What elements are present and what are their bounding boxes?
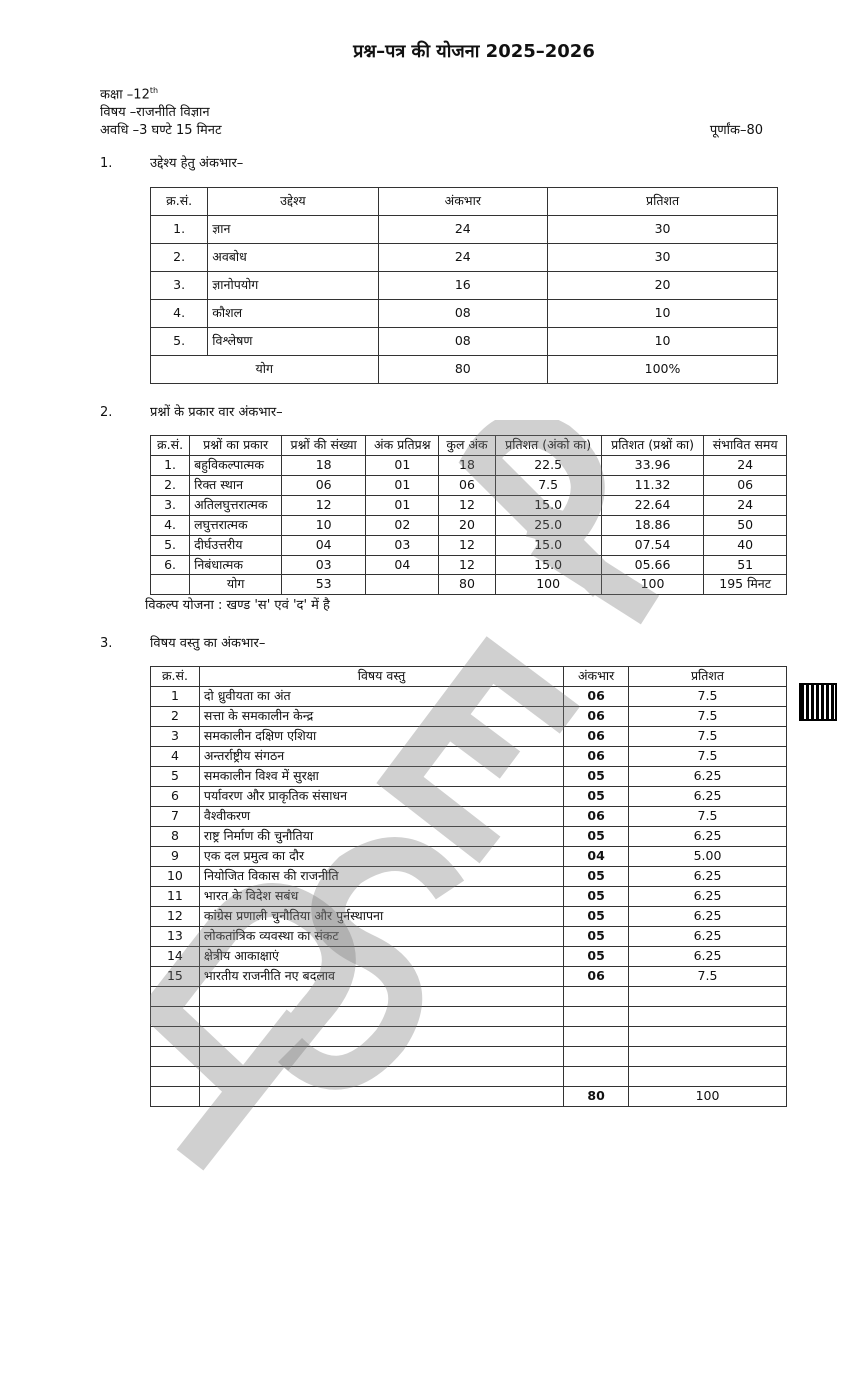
table-cell: 22.64: [601, 495, 704, 515]
table-cell: 1.: [151, 456, 190, 476]
content-weightage-table: [150, 666, 787, 1107]
table-row: [151, 1087, 787, 1107]
table-cell: ज्ञान: [208, 215, 378, 243]
table-cell: निबंधात्मक: [190, 555, 282, 575]
table-cell: रिक्त स्थान: [190, 476, 282, 496]
table-row: [151, 476, 787, 496]
table-cell: 6.25: [629, 887, 787, 907]
table-cell: 06: [439, 476, 495, 496]
table-cell: [629, 1027, 787, 1047]
table-cell: 06: [564, 687, 629, 707]
table-cell: 8: [151, 827, 200, 847]
table-cell: 07.54: [601, 535, 704, 555]
table-cell: प्रतिशत (अंको का): [495, 436, 601, 456]
table-row: [151, 907, 787, 927]
table-cell: 10: [282, 515, 366, 535]
table-cell: 06: [564, 707, 629, 727]
table-cell: 195 मिनट: [704, 575, 787, 595]
table-cell: 3: [151, 727, 200, 747]
table-cell: 12: [151, 907, 200, 927]
table-cell: [199, 1027, 563, 1047]
table-row: [151, 827, 787, 847]
class-text: कक्षा –12: [100, 87, 150, 103]
table-row: [151, 271, 778, 299]
table-cell: 100: [601, 575, 704, 595]
table-cell: विश्लेषण: [208, 327, 378, 355]
table-cell: 02: [366, 515, 439, 535]
duration-row: [100, 122, 788, 140]
table-cell: [564, 1067, 629, 1087]
table-cell: 06: [564, 967, 629, 987]
table-cell: योग: [151, 355, 379, 383]
table-row: [151, 555, 787, 575]
table-cell: 20: [439, 515, 495, 535]
table-cell: अवबोध: [208, 243, 378, 271]
table-cell: अंकभार: [378, 187, 548, 215]
section-1-title: [100, 155, 788, 173]
table-row: [151, 727, 787, 747]
section-3-title: [100, 635, 788, 653]
table-cell: 15.0: [495, 495, 601, 515]
table-cell: उद्देश्य: [208, 187, 378, 215]
table-cell: समकालीन दक्षिण एशिया: [199, 727, 563, 747]
table-cell: [199, 1067, 563, 1087]
table-cell: [151, 1067, 200, 1087]
table-cell: 20: [548, 271, 778, 299]
table-cell: प्रतिशत: [629, 667, 787, 687]
table-row: [151, 327, 778, 355]
table-row: [151, 807, 787, 827]
table-row: [151, 215, 778, 243]
section-2-title: [100, 404, 788, 422]
table-cell: 30: [548, 243, 778, 271]
table-cell: 100: [495, 575, 601, 595]
table-cell: 11: [151, 887, 200, 907]
table-cell: 06: [704, 476, 787, 496]
table-cell: अन्तर्राष्ट्रीय संगठन: [199, 747, 563, 767]
table-cell: 1.: [151, 215, 208, 243]
table-row: [151, 243, 778, 271]
table-cell: 10: [548, 327, 778, 355]
table-row: [151, 927, 787, 947]
table-row: [151, 967, 787, 987]
table-cell: [564, 987, 629, 1007]
table-row: [151, 575, 787, 595]
table-cell: 18.86: [601, 515, 704, 535]
page-title: प्रश्न–पत्र की योजना 2025–2026: [353, 41, 595, 62]
subject-label: विषय –राजनीति विज्ञान: [100, 105, 210, 121]
table-cell: 10: [151, 867, 200, 887]
table-cell: 5.00: [629, 847, 787, 867]
table-cell: 15.0: [495, 555, 601, 575]
table-cell: प्रश्नों का प्रकार: [190, 436, 282, 456]
table-row: [151, 187, 778, 215]
section-1-heading: उद्देश्य हेतु अंकभार–: [150, 156, 244, 172]
table-row: [151, 987, 787, 1007]
table-cell: 05: [564, 927, 629, 947]
table-cell: राष्ट्र निर्माण की चुनौतिया: [199, 827, 563, 847]
table-cell: [629, 1047, 787, 1067]
table-cell: 06: [282, 476, 366, 496]
table-cell: अंक प्रतिप्रश्न: [366, 436, 439, 456]
table-row: [151, 1007, 787, 1027]
table-cell: [564, 1027, 629, 1047]
table-cell: 6.25: [629, 767, 787, 787]
table-cell: 100: [629, 1087, 787, 1107]
table-cell: 05.66: [601, 555, 704, 575]
table-cell: 06: [564, 807, 629, 827]
table-cell: 12: [439, 555, 495, 575]
table-cell: [151, 1087, 200, 1107]
table-cell: कांग्रेस प्रणाली चुनौतिया और पुर्नस्थापना: [199, 907, 563, 927]
table-cell: 7.5: [629, 727, 787, 747]
qr-code-icon: [799, 683, 837, 721]
table-cell: 05: [564, 767, 629, 787]
table-cell: समकालीन विश्व में सुरक्षा: [199, 767, 563, 787]
table-cell: 01: [366, 456, 439, 476]
table-cell: 06: [564, 747, 629, 767]
table-cell: 03: [282, 555, 366, 575]
table-cell: लघुत्तरात्मक: [190, 515, 282, 535]
table-cell: 7.5: [629, 687, 787, 707]
table-cell: 24: [704, 456, 787, 476]
table-cell: ज्ञानोपयोग: [208, 271, 378, 299]
table-cell: अंकभार: [564, 667, 629, 687]
table-row: [151, 1067, 787, 1087]
table-cell: वैश्वीकरण: [199, 807, 563, 827]
table-cell: क्र.सं.: [151, 187, 208, 215]
table-cell: 05: [564, 947, 629, 967]
table-cell: 2: [151, 707, 200, 727]
table-cell: लोकतांत्रिक व्यवस्था का संकट: [199, 927, 563, 947]
table-row: [151, 667, 787, 687]
table-row: [151, 747, 787, 767]
table-cell: प्रश्नों की संख्या: [282, 436, 366, 456]
table-row: [151, 456, 787, 476]
table-cell: 3.: [151, 271, 208, 299]
table-row: [151, 887, 787, 907]
table-cell: [199, 987, 563, 1007]
table-cell: विषय वस्तु: [199, 667, 563, 687]
option-scheme-note: विकल्प योजना : खण्ड 'स' एवं 'द' में है: [145, 598, 330, 614]
table-row: [151, 707, 787, 727]
table-cell: 03: [366, 535, 439, 555]
table-cell: एक दल प्रमुत्व का दौर: [199, 847, 563, 867]
table-row: [151, 535, 787, 555]
table-cell: 04: [564, 847, 629, 867]
table-cell: 5.: [151, 327, 208, 355]
section-3-number: 3.: [100, 635, 113, 651]
table-row: [151, 495, 787, 515]
table-cell: 18: [439, 456, 495, 476]
table-cell: 22.5: [495, 456, 601, 476]
table-row: [151, 767, 787, 787]
table-cell: 6.25: [629, 787, 787, 807]
table-cell: 11.32: [601, 476, 704, 496]
table-cell: 6.25: [629, 907, 787, 927]
table-cell: [199, 1087, 563, 1107]
objective-weightage-table: [150, 187, 778, 384]
table-cell: [151, 1027, 200, 1047]
table-row: [151, 355, 778, 383]
table-cell: 30: [548, 215, 778, 243]
table-cell: 7.5: [629, 707, 787, 727]
table-cell: 7: [151, 807, 200, 827]
table-cell: 24: [378, 243, 548, 271]
table-row: [151, 847, 787, 867]
table-cell: [151, 1047, 200, 1067]
table-cell: 12: [439, 495, 495, 515]
table-cell: दो ध्रुवीयता का अंत: [199, 687, 563, 707]
table-row: [151, 787, 787, 807]
table-cell: 33.96: [601, 456, 704, 476]
table-cell: [199, 1047, 563, 1067]
section-2-heading: प्रश्नों के प्रकार वार अंकभार–: [150, 404, 283, 420]
class-sup: th: [149, 86, 159, 96]
table-cell: 15: [151, 967, 200, 987]
table-cell: अतिलघुत्तरात्मक: [190, 495, 282, 515]
table-cell: 3.: [151, 495, 190, 515]
table-cell: 5: [151, 767, 200, 787]
table-row: [151, 515, 787, 535]
table-cell: 7.5: [495, 476, 601, 496]
table-cell: 6.25: [629, 927, 787, 947]
table-cell: 80: [378, 355, 548, 383]
table-cell: [629, 1067, 787, 1087]
table-cell: [199, 1007, 563, 1027]
table-cell: 80: [439, 575, 495, 595]
table-cell: 24: [704, 495, 787, 515]
table-cell: 12: [439, 535, 495, 555]
table-cell: भारत के विदेश सबंध: [199, 887, 563, 907]
table-cell: [629, 987, 787, 1007]
table-cell: 5.: [151, 535, 190, 555]
table-cell: 40: [704, 535, 787, 555]
table-cell: संभावित समय: [704, 436, 787, 456]
table-cell: क्र.सं.: [151, 436, 190, 456]
table-cell: प्रतिशत: [548, 187, 778, 215]
table-cell: 9: [151, 847, 200, 867]
table-cell: 6.25: [629, 867, 787, 887]
table-cell: [564, 1007, 629, 1027]
table-row: [151, 947, 787, 967]
table-cell: 100%: [548, 355, 778, 383]
table-cell: 04: [282, 535, 366, 555]
section-1-number: 1.: [100, 156, 113, 172]
table-cell: 6.25: [629, 827, 787, 847]
table-cell: क्र.सं.: [151, 667, 200, 687]
table-cell: 7.5: [629, 747, 787, 767]
table-cell: 50: [704, 515, 787, 535]
table-cell: बहुविकल्पात्मक: [190, 456, 282, 476]
table-cell: [151, 1007, 200, 1027]
max-marks-label: पूर्णांक–80: [709, 122, 763, 138]
table-cell: 24: [378, 215, 548, 243]
table-cell: [151, 987, 200, 1007]
table-cell: 01: [366, 476, 439, 496]
table-cell: 13: [151, 927, 200, 947]
table-cell: 14: [151, 947, 200, 967]
table-cell: [366, 575, 439, 595]
table-cell: 4.: [151, 515, 190, 535]
table-cell: पर्यावरण और प्राकृतिक संसाधन: [199, 787, 563, 807]
table-cell: 6.25: [629, 947, 787, 967]
table-cell: 04: [366, 555, 439, 575]
table-cell: दीर्घउत्तरीय: [190, 535, 282, 555]
table-cell: कुल अंक: [439, 436, 495, 456]
duration-label: अवधि –3 घण्टे 15 मिनट: [100, 122, 222, 138]
table-cell: 7.5: [629, 967, 787, 987]
table-cell: 53: [282, 575, 366, 595]
table-cell: 06: [564, 727, 629, 747]
table-cell: क्षेत्रीय आकाक्षाएं: [199, 947, 563, 967]
section-2-number: 2.: [100, 404, 113, 420]
question-type-table: [150, 435, 787, 595]
table-cell: 16: [378, 271, 548, 299]
table-cell: भारतीय राजनीति नए बदलाव: [199, 967, 563, 987]
table-row: [151, 687, 787, 707]
table-cell: 05: [564, 867, 629, 887]
table-cell: 6: [151, 787, 200, 807]
table-cell: 51: [704, 555, 787, 575]
table-cell: 08: [378, 327, 548, 355]
table-cell: 80: [564, 1087, 629, 1107]
table-row: [151, 1047, 787, 1067]
table-cell: सत्ता के समकालीन केन्द्र: [199, 707, 563, 727]
class-label: [100, 86, 788, 104]
table-cell: 2.: [151, 476, 190, 496]
table-row: [151, 1027, 787, 1047]
section-3-heading: विषय वस्तु का अंकभार–: [150, 635, 266, 651]
table-cell: 08: [378, 299, 548, 327]
table-cell: कौशल: [208, 299, 378, 327]
table-cell: 7.5: [629, 807, 787, 827]
table-cell: 10: [548, 299, 778, 327]
table-cell: 01: [366, 495, 439, 515]
table-cell: 15.0: [495, 535, 601, 555]
table-cell: 2.: [151, 243, 208, 271]
table-cell: प्रतिशत (प्रश्नों का): [601, 436, 704, 456]
table-cell: 25.0: [495, 515, 601, 535]
table-cell: 05: [564, 887, 629, 907]
table-cell: 05: [564, 787, 629, 807]
table-cell: 12: [282, 495, 366, 515]
table-cell: [564, 1047, 629, 1067]
table-cell: 18: [282, 456, 366, 476]
table-cell: [151, 575, 190, 595]
table-row: [151, 299, 778, 327]
table-cell: 05: [564, 827, 629, 847]
table-cell: 05: [564, 907, 629, 927]
table-row: [151, 867, 787, 887]
table-cell: नियोजित विकास की राजनीति: [199, 867, 563, 887]
table-cell: 4: [151, 747, 200, 767]
table-cell: 4.: [151, 299, 208, 327]
table-cell: [629, 1007, 787, 1027]
table-cell: योग: [190, 575, 282, 595]
table-cell: 1: [151, 687, 200, 707]
table-row: [151, 436, 787, 456]
table-cell: 6.: [151, 555, 190, 575]
